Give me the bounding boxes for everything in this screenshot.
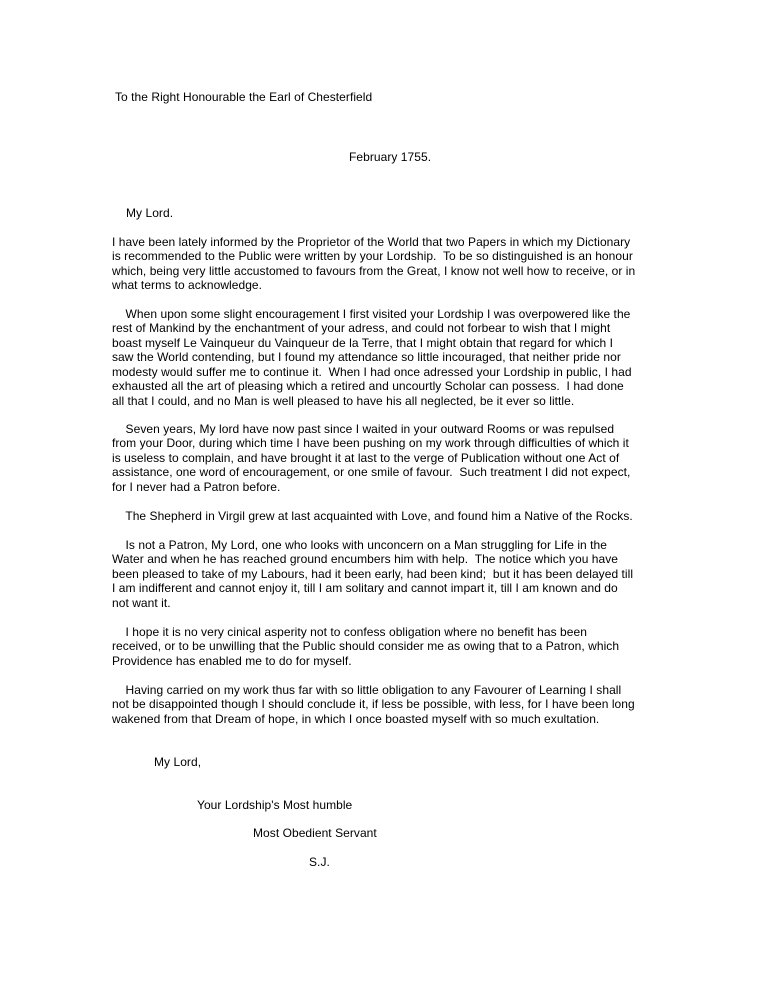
paragraph-line: I hope it is no very cinical asperity not to confess obligation where no benefit has been (112, 625, 587, 639)
paragraph-line: from your Door, during which time I have been pushing on my work through difficulties of which it (112, 436, 629, 451)
salutation: My Lord. (126, 206, 174, 220)
paragraph-line: which, being very little accustomed to favours from the Great, I know not well how to receive, or in (112, 263, 636, 278)
paragraph-line: is useless to complain, and have brought it at last to the verge of Publication without one Act of (112, 450, 620, 465)
paragraph-line: I have been lately informed by the Proprietor of the World that two Papers in which my Dictionary (112, 235, 631, 249)
addressee-line: To the Right Honourable the Earl of Chesterfield (115, 90, 373, 104)
paragraph-line: is recommended to the Public were written by your Lordship. To be so distinguished is an honour (112, 249, 633, 264)
closing-line-2: Your Lordship's Most humble (197, 798, 353, 812)
paragraph-4 (112, 509, 657, 523)
paragraph-line: rest of Mankind by the enchantment of your adress, and could not forbear to wish that I might (112, 321, 611, 336)
paragraph-line: received, or to be unwilling that the Public should consider me as owing that to a Patron, which (112, 639, 620, 654)
paragraph-line: Having carried on my work thus far with so little obligation to any Favourer of Learning I shall (112, 683, 622, 697)
paragraph-line: Seven years, My lord have now past since I waited in your outward Rooms or was repulsed (112, 422, 615, 436)
paragraph-line: not be disappointed though I should conclude it, if less be possible, with less, for I have been long (112, 697, 635, 712)
paragraph-line: Is not a Patron, My Lord, one who looks with unconcern on a Man struggling for Life in the (112, 538, 607, 552)
paragraph-line: not want it. (112, 595, 171, 610)
letter-date: February 1755. (349, 150, 432, 164)
paragraph-2 (112, 307, 657, 408)
paragraph-line: Water and when he has reached ground encumbers him with help. The notice which you have (112, 552, 619, 567)
paragraph-1 (112, 235, 657, 293)
paragraph-6 (112, 625, 657, 668)
closing-line-3: Most Obedient Servant (253, 826, 377, 840)
signature-initials: S.J. (309, 855, 330, 869)
paragraph-7 (112, 683, 657, 726)
paragraph-line: exhausted all the art of pleasing which a retired and uncourtly Scholar can possess. I had done (112, 379, 624, 394)
paragraph-line: been pleased to take of my Labours, had it been early, had been kind; but it has been delayed till (112, 566, 634, 581)
paragraph-line: assistance, one word of encouragement, or one smile of favour. Such treatment I did not expect, (112, 465, 631, 480)
paragraph-line: The Shepherd in Virgil grew at last acquainted with Love, and found him a Native of the Rocks. (112, 509, 633, 523)
paragraph-line: I am indifferent and cannot enjoy it, till I am solitary and cannot impart it, till I am known and do (112, 581, 618, 596)
paragraph-line: wakened from that Dream of hope, in which I once boasted myself with so much exultation. (112, 711, 600, 726)
paragraph-3 (112, 422, 657, 494)
paragraph-line: modesty would suffer me to continue it. When I had once adressed your Lordship in public, I had (112, 364, 632, 379)
paragraph-line: all that I could, and no Man is well pleased to have his all neglected, be it ever so little. (112, 393, 575, 408)
paragraph-line: Providence has enabled me to do for myself. (112, 653, 352, 668)
paragraph-line: saw the World contending, but I found my attendance so little incouraged, that neither pride nor (112, 350, 621, 365)
paragraph-line: When upon some slight encouragement I first visited your Lordship I was overpowered like the (112, 307, 631, 321)
paragraph-5 (112, 538, 657, 610)
paragraph-line: what terms to acknowledge. (112, 278, 263, 293)
paragraph-line: for I never had a Patron before. (112, 479, 281, 494)
closing-line-1: My Lord, (154, 755, 202, 769)
paragraph-line: boast myself Le Vainqueur du Vainqueur de la Terre, that I might obtain that regard for which I (112, 335, 614, 350)
